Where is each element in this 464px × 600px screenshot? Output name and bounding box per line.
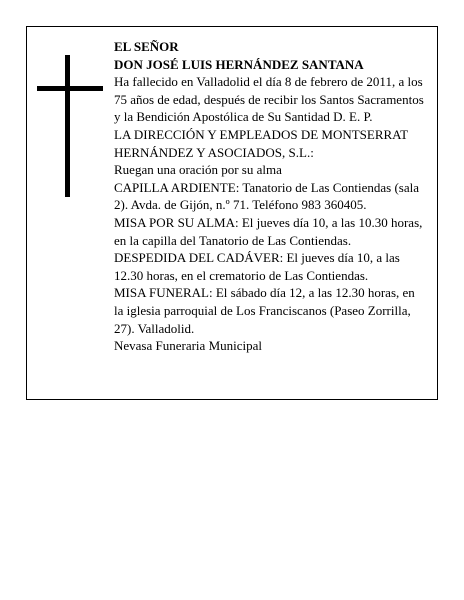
prayer-request: Ruegan una oración por su alma (114, 162, 282, 178)
company-mourners: LA DIRECCIÓN Y EMPLEADOS DE MONTSERRAT HERNÁNDEZ Y ASOCIADOS, S.L.: (114, 126, 408, 160)
funeral-chapel-info: CAPILLA ARDIENTE: Tanatorio de Las Contiendas (sala 2). Avda. de Gijón, n.º 71. Teléfono 983 360405. (114, 179, 420, 213)
cross-vertical-bar (65, 55, 70, 197)
deceased-name: DON JOSÉ LUIS HERNÁNDEZ SANTANA (114, 56, 364, 72)
cross-horizontal-bar (37, 86, 103, 91)
cross-icon (37, 55, 103, 197)
funeral-home: Nevasa Funeraria Municipal (114, 338, 263, 354)
notice-content (114, 38, 426, 355)
funeral-mass-info: MISA FUNERAL: El sábado día 12, a las 12.30 horas, en la iglesia parroquial de Los Franciscanos (Paseo Zorrilla, 27). Valladolid. (114, 285, 415, 336)
notice-title: EL SEÑOR (114, 39, 179, 54)
death-announcement: Ha fallecido en Valladolid el día 8 de febrero de 2011, a los 75 años de edad, después de recibir los Santos Sacramentos y la Bendición Apostólica de Su Santidad D. E. P. (114, 74, 424, 125)
mass-info: MISA POR SU ALMA: El jueves día 10, a las 10.30 horas, en la capilla del Tanatorio de Las Contiendas. (114, 214, 423, 248)
farewell-info: DESPEDIDA DEL CADÁVER: El jueves día 10, a las 12.30 horas, en el crematorio de Las Contiendas. (114, 250, 400, 283)
